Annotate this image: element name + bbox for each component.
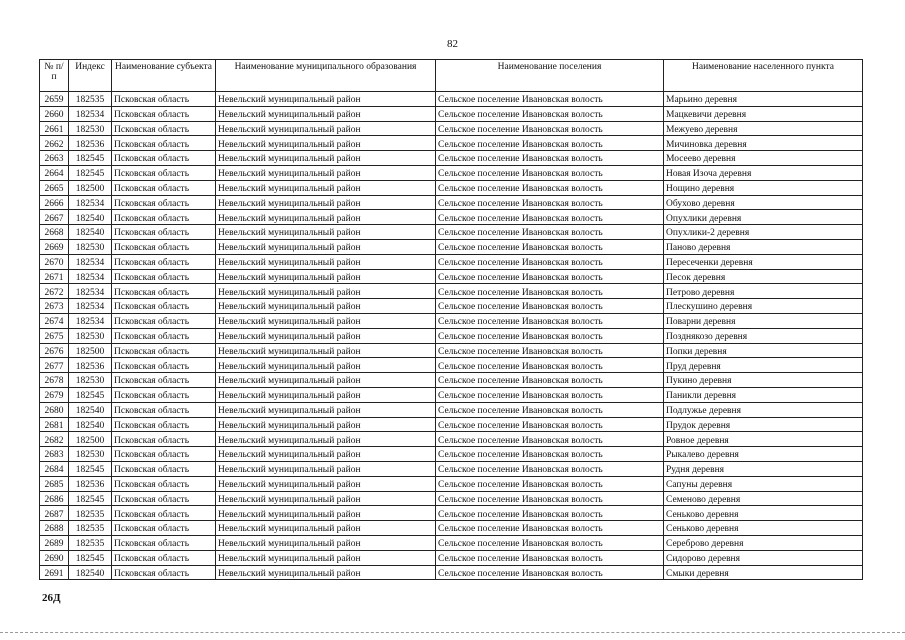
cell-postal-index: 182545	[69, 550, 112, 565]
cell-municipality: Невельский муниципальный район	[216, 476, 436, 491]
settlements-table	[39, 59, 863, 580]
cell-municipality: Невельский муниципальный район	[216, 299, 436, 314]
cell-settlement: Сельское поселение Ивановская волость	[436, 121, 664, 136]
cell-settlement: Сельское поселение Ивановская волость	[436, 328, 664, 343]
table-row	[40, 476, 863, 491]
cell-municipality: Невельский муниципальный район	[216, 136, 436, 151]
cell-municipality: Невельский муниципальный район	[216, 210, 436, 225]
cell-postal-index: 182535	[69, 506, 112, 521]
cell-locality: Сеньково деревня	[664, 521, 863, 536]
cell-settlement: Сельское поселение Ивановская волость	[436, 210, 664, 225]
cell-locality: Паново деревня	[664, 239, 863, 254]
cell-subject: Псковская область	[112, 343, 216, 358]
table-row	[40, 106, 863, 121]
cell-locality: Сереброво деревня	[664, 535, 863, 550]
cell-row-number: 2665	[40, 180, 69, 195]
cell-postal-index: 182540	[69, 210, 112, 225]
cell-settlement: Сельское поселение Ивановская волость	[436, 550, 664, 565]
cell-postal-index: 182534	[69, 284, 112, 299]
cell-settlement: Сельское поселение Ивановская волость	[436, 313, 664, 328]
cell-postal-index: 182534	[69, 313, 112, 328]
table-header-row	[40, 60, 863, 92]
cell-postal-index: 182534	[69, 106, 112, 121]
cell-postal-index: 182530	[69, 373, 112, 388]
table-body	[40, 92, 863, 580]
cell-row-number: 2674	[40, 313, 69, 328]
cell-postal-index: 182545	[69, 387, 112, 402]
cell-settlement: Сельское поселение Ивановская волость	[436, 106, 664, 121]
cell-locality: Пересеченки деревня	[664, 254, 863, 269]
cell-municipality: Невельский муниципальный район	[216, 165, 436, 180]
cell-settlement: Сельское поселение Ивановская волость	[436, 491, 664, 506]
cell-subject: Псковская область	[112, 225, 216, 240]
cell-municipality: Невельский муниципальный район	[216, 565, 436, 580]
cell-postal-index: 182534	[69, 269, 112, 284]
table-row	[40, 417, 863, 432]
table-row	[40, 180, 863, 195]
cell-subject: Псковская область	[112, 550, 216, 565]
cell-locality: Нощино деревня	[664, 180, 863, 195]
table-row	[40, 165, 863, 180]
header-postal-index: Индекс	[69, 60, 112, 92]
table-row	[40, 521, 863, 536]
cell-row-number: 2685	[40, 476, 69, 491]
cell-settlement: Сельское поселение Ивановская волость	[436, 225, 664, 240]
cell-row-number: 2669	[40, 239, 69, 254]
cell-municipality: Невельский муниципальный район	[216, 254, 436, 269]
cell-locality: Мичиновка деревня	[664, 136, 863, 151]
cell-row-number: 2672	[40, 284, 69, 299]
cell-settlement: Сельское поселение Ивановская волость	[436, 476, 664, 491]
cell-settlement: Сельское поселение Ивановская волость	[436, 269, 664, 284]
cell-municipality: Невельский муниципальный район	[216, 92, 436, 107]
cell-locality: Пруд деревня	[664, 358, 863, 373]
cell-municipality: Невельский муниципальный район	[216, 239, 436, 254]
cell-row-number: 2671	[40, 269, 69, 284]
cell-locality: Смыки деревня	[664, 565, 863, 580]
cell-municipality: Невельский муниципальный район	[216, 461, 436, 476]
cell-municipality: Невельский муниципальный район	[216, 491, 436, 506]
cell-locality: Подлужье деревня	[664, 402, 863, 417]
cell-row-number: 2686	[40, 491, 69, 506]
cell-municipality: Невельский муниципальный район	[216, 358, 436, 373]
cell-municipality: Невельский муниципальный район	[216, 373, 436, 388]
cell-municipality: Невельский муниципальный район	[216, 417, 436, 432]
table-row	[40, 506, 863, 521]
cell-municipality: Невельский муниципальный район	[216, 195, 436, 210]
cell-settlement: Сельское поселение Ивановская волость	[436, 358, 664, 373]
cell-subject: Псковская область	[112, 313, 216, 328]
cell-settlement: Сельское поселение Ивановская волость	[436, 180, 664, 195]
cell-postal-index: 182500	[69, 343, 112, 358]
cell-subject: Псковская область	[112, 447, 216, 462]
table-header	[40, 60, 863, 92]
table-row	[40, 313, 863, 328]
cell-postal-index: 182500	[69, 432, 112, 447]
cell-municipality: Невельский муниципальный район	[216, 106, 436, 121]
cell-row-number: 2668	[40, 225, 69, 240]
cell-row-number: 2675	[40, 328, 69, 343]
cell-row-number: 2666	[40, 195, 69, 210]
cell-subject: Псковская область	[112, 521, 216, 536]
cell-row-number: 2670	[40, 254, 69, 269]
cell-postal-index: 182534	[69, 254, 112, 269]
header-row-number: № п/п	[40, 60, 69, 92]
cell-subject: Псковская область	[112, 254, 216, 269]
cell-row-number: 2689	[40, 535, 69, 550]
header-municipality: Наименование муниципального образования	[216, 60, 436, 92]
cell-row-number: 2688	[40, 521, 69, 536]
cell-postal-index: 182530	[69, 121, 112, 136]
table-row	[40, 491, 863, 506]
cell-postal-index: 182500	[69, 180, 112, 195]
table-row	[40, 432, 863, 447]
table-row	[40, 121, 863, 136]
table-row	[40, 210, 863, 225]
header-settlement: Наименование поселения	[436, 60, 664, 92]
cell-subject: Псковская область	[112, 476, 216, 491]
cell-municipality: Невельский муниципальный район	[216, 432, 436, 447]
cell-subject: Псковская область	[112, 180, 216, 195]
cell-subject: Псковская область	[112, 417, 216, 432]
cell-settlement: Сельское поселение Ивановская волость	[436, 402, 664, 417]
cell-locality: Петрово деревня	[664, 284, 863, 299]
cell-locality: Семеново деревня	[664, 491, 863, 506]
table-row	[40, 447, 863, 462]
cell-subject: Псковская область	[112, 136, 216, 151]
cell-municipality: Невельский муниципальный район	[216, 269, 436, 284]
cell-subject: Псковская область	[112, 269, 216, 284]
table-row	[40, 565, 863, 580]
cell-municipality: Невельский муниципальный район	[216, 180, 436, 195]
cell-municipality: Невельский муниципальный район	[216, 284, 436, 299]
cell-municipality: Невельский муниципальный район	[216, 521, 436, 536]
cell-subject: Псковская область	[112, 121, 216, 136]
table-row	[40, 284, 863, 299]
cell-row-number: 2677	[40, 358, 69, 373]
cell-settlement: Сельское поселение Ивановская волость	[436, 299, 664, 314]
cell-settlement: Сельское поселение Ивановская волость	[436, 535, 664, 550]
cell-settlement: Сельское поселение Ивановская волость	[436, 343, 664, 358]
cell-postal-index: 182535	[69, 521, 112, 536]
cell-postal-index: 182540	[69, 225, 112, 240]
footer-code: 26Д	[42, 592, 61, 604]
table-row	[40, 358, 863, 373]
cell-municipality: Невельский муниципальный район	[216, 535, 436, 550]
cell-settlement: Сельское поселение Ивановская волость	[436, 373, 664, 388]
cell-postal-index: 182545	[69, 461, 112, 476]
cell-postal-index: 182540	[69, 417, 112, 432]
cell-row-number: 2682	[40, 432, 69, 447]
table-row	[40, 254, 863, 269]
table-row	[40, 195, 863, 210]
cell-locality: Рыкалево деревня	[664, 447, 863, 462]
header-locality: Наименование населенного пункта	[664, 60, 863, 92]
cell-locality: Песок деревня	[664, 269, 863, 284]
cell-postal-index: 182536	[69, 358, 112, 373]
cell-subject: Псковская область	[112, 387, 216, 402]
cell-subject: Псковская область	[112, 328, 216, 343]
cell-subject: Псковская область	[112, 165, 216, 180]
cell-settlement: Сельское поселение Ивановская волость	[436, 387, 664, 402]
cell-row-number: 2667	[40, 210, 69, 225]
table-row	[40, 299, 863, 314]
cell-subject: Псковская область	[112, 239, 216, 254]
cell-locality: Опухлики деревня	[664, 210, 863, 225]
cell-settlement: Сельское поселение Ивановская волость	[436, 151, 664, 166]
cell-subject: Псковская область	[112, 299, 216, 314]
cell-settlement: Сельское поселение Ивановская волость	[436, 447, 664, 462]
cell-locality: Поварни деревня	[664, 313, 863, 328]
cell-locality: Паникли деревня	[664, 387, 863, 402]
header-subject: Наименование субъекта	[112, 60, 216, 92]
cell-locality: Рудня деревня	[664, 461, 863, 476]
cell-locality: Новая Изоча деревня	[664, 165, 863, 180]
cell-subject: Псковская область	[112, 358, 216, 373]
cell-settlement: Сельское поселение Ивановская волость	[436, 284, 664, 299]
cell-settlement: Сельское поселение Ивановская волость	[436, 461, 664, 476]
cell-row-number: 2662	[40, 136, 69, 151]
table-row	[40, 328, 863, 343]
table-row	[40, 225, 863, 240]
table-row	[40, 461, 863, 476]
cell-settlement: Сельское поселение Ивановская волость	[436, 506, 664, 521]
cell-postal-index: 182545	[69, 151, 112, 166]
cell-subject: Псковская область	[112, 432, 216, 447]
table-row	[40, 151, 863, 166]
cell-subject: Псковская область	[112, 373, 216, 388]
cell-settlement: Сельское поселение Ивановская волость	[436, 521, 664, 536]
cell-row-number: 2660	[40, 106, 69, 121]
cell-municipality: Невельский муниципальный район	[216, 343, 436, 358]
cell-row-number: 2681	[40, 417, 69, 432]
table-row	[40, 136, 863, 151]
cell-row-number: 2673	[40, 299, 69, 314]
cell-postal-index: 182535	[69, 92, 112, 107]
cell-row-number: 2691	[40, 565, 69, 580]
table-row	[40, 92, 863, 107]
cell-postal-index: 182530	[69, 447, 112, 462]
cell-locality: Опухлики-2 деревня	[664, 225, 863, 240]
cell-row-number: 2683	[40, 447, 69, 462]
table-row	[40, 239, 863, 254]
cell-row-number: 2687	[40, 506, 69, 521]
cell-settlement: Сельское поселение Ивановская волость	[436, 165, 664, 180]
cell-row-number: 2679	[40, 387, 69, 402]
cell-postal-index: 182535	[69, 535, 112, 550]
cell-municipality: Невельский муниципальный район	[216, 225, 436, 240]
cell-postal-index: 182534	[69, 195, 112, 210]
cell-municipality: Невельский муниципальный район	[216, 387, 436, 402]
cell-postal-index: 182536	[69, 476, 112, 491]
cell-locality: Плескушино деревня	[664, 299, 863, 314]
cell-postal-index: 182545	[69, 165, 112, 180]
cell-subject: Псковская область	[112, 92, 216, 107]
cell-row-number: 2678	[40, 373, 69, 388]
cell-postal-index: 182530	[69, 239, 112, 254]
cell-municipality: Невельский муниципальный район	[216, 447, 436, 462]
table-row	[40, 387, 863, 402]
table-row	[40, 402, 863, 417]
cell-locality: Позднякозо деревня	[664, 328, 863, 343]
cell-postal-index: 182530	[69, 328, 112, 343]
cell-municipality: Невельский муниципальный район	[216, 506, 436, 521]
cell-row-number: 2684	[40, 461, 69, 476]
cell-subject: Псковская область	[112, 195, 216, 210]
table-row	[40, 535, 863, 550]
cell-municipality: Невельский муниципальный район	[216, 328, 436, 343]
cell-municipality: Невельский муниципальный район	[216, 550, 436, 565]
cell-locality: Пукино деревня	[664, 373, 863, 388]
cell-row-number: 2676	[40, 343, 69, 358]
cell-locality: Сеньково деревня	[664, 506, 863, 521]
page-number: 82	[447, 38, 458, 50]
cell-locality: Попки деревня	[664, 343, 863, 358]
cell-row-number: 2680	[40, 402, 69, 417]
cell-settlement: Сельское поселение Ивановская волость	[436, 417, 664, 432]
cell-subject: Псковская область	[112, 565, 216, 580]
cell-locality: Межуево деревня	[664, 121, 863, 136]
cell-municipality: Невельский муниципальный район	[216, 151, 436, 166]
cell-row-number: 2664	[40, 165, 69, 180]
scan-edge-line	[0, 632, 905, 633]
cell-municipality: Невельский муниципальный район	[216, 121, 436, 136]
table-row	[40, 550, 863, 565]
cell-subject: Псковская область	[112, 491, 216, 506]
cell-postal-index: 182536	[69, 136, 112, 151]
cell-postal-index: 182534	[69, 299, 112, 314]
cell-subject: Псковская область	[112, 535, 216, 550]
cell-row-number: 2659	[40, 92, 69, 107]
table-row	[40, 343, 863, 358]
cell-settlement: Сельское поселение Ивановская волость	[436, 92, 664, 107]
cell-row-number: 2663	[40, 151, 69, 166]
cell-subject: Псковская область	[112, 210, 216, 225]
cell-locality: Мацкевичи деревня	[664, 106, 863, 121]
cell-row-number: 2661	[40, 121, 69, 136]
cell-locality: Мосеево деревня	[664, 151, 863, 166]
cell-subject: Псковская область	[112, 284, 216, 299]
table-row	[40, 373, 863, 388]
cell-locality: Сидорово деревня	[664, 550, 863, 565]
cell-locality: Сапуны деревня	[664, 476, 863, 491]
cell-settlement: Сельское поселение Ивановская волость	[436, 195, 664, 210]
cell-row-number: 2690	[40, 550, 69, 565]
cell-municipality: Невельский муниципальный район	[216, 313, 436, 328]
cell-municipality: Невельский муниципальный район	[216, 402, 436, 417]
cell-postal-index: 182540	[69, 565, 112, 580]
cell-settlement: Сельское поселение Ивановская волость	[436, 136, 664, 151]
cell-locality: Ровное деревня	[664, 432, 863, 447]
table-row	[40, 269, 863, 284]
cell-subject: Псковская область	[112, 461, 216, 476]
cell-locality: Обухово деревня	[664, 195, 863, 210]
cell-locality: Прудок деревня	[664, 417, 863, 432]
cell-settlement: Сельское поселение Ивановская волость	[436, 254, 664, 269]
cell-subject: Псковская область	[112, 402, 216, 417]
cell-settlement: Сельское поселение Ивановская волость	[436, 432, 664, 447]
cell-subject: Псковская область	[112, 106, 216, 121]
cell-subject: Псковская область	[112, 506, 216, 521]
cell-locality: Марьино деревня	[664, 92, 863, 107]
cell-settlement: Сельское поселение Ивановская волость	[436, 565, 664, 580]
cell-subject: Псковская область	[112, 151, 216, 166]
cell-postal-index: 182540	[69, 402, 112, 417]
cell-postal-index: 182545	[69, 491, 112, 506]
cell-settlement: Сельское поселение Ивановская волость	[436, 239, 664, 254]
